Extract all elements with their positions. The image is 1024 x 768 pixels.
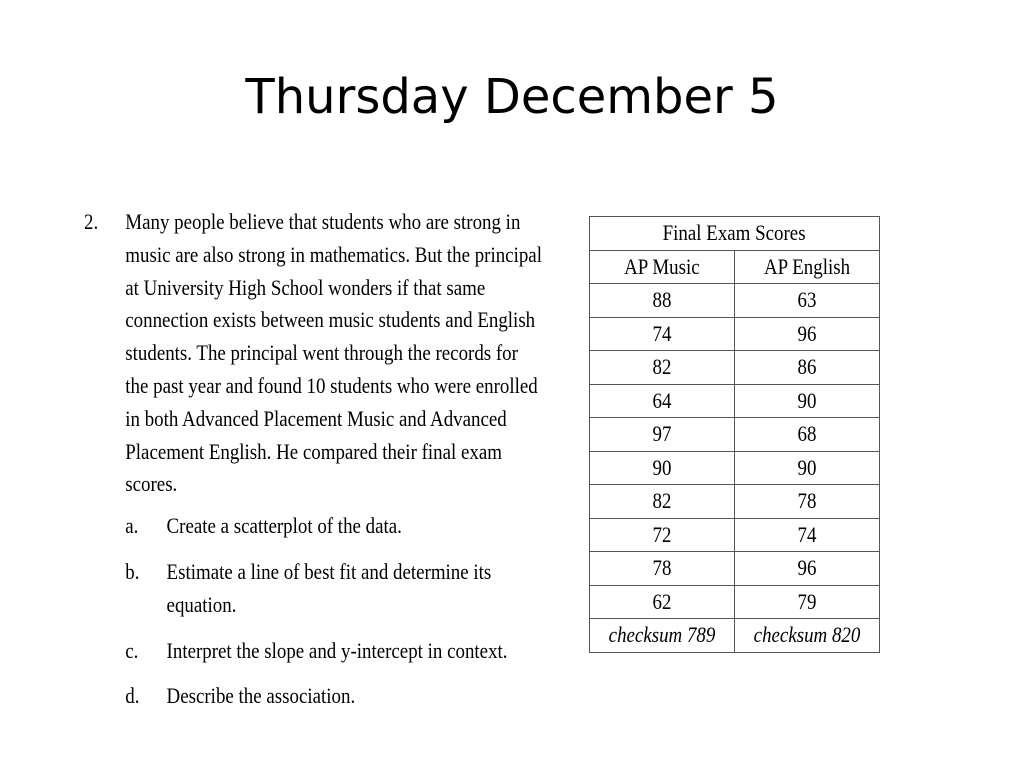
english-score-cell: 96: [734, 552, 879, 586]
scores-table-container: [589, 216, 880, 653]
music-score-cell: 62: [590, 585, 735, 619]
part-letter: a.: [125, 513, 139, 539]
table-row: [590, 552, 880, 586]
problem-text: Many people believe that students who are strong in music are also strong in mathematics. But the principal at University High School wonders if that same connection exists between music students and English students. The principal went through the records for the past year and found 10 students who were enrolled in both Advanced Placement Music and Advanced Placement English. He compared their final exam scores.: [125, 209, 542, 497]
problem-part-c: [125, 635, 545, 668]
table-row: [590, 317, 880, 351]
english-score-cell: 78: [734, 485, 879, 519]
english-score-cell: 86: [734, 351, 879, 385]
part-text: Describe the association.: [166, 683, 356, 709]
table-row: [590, 384, 880, 418]
music-score-cell: 97: [590, 418, 735, 452]
english-score-cell: 96: [734, 317, 879, 351]
music-score-cell: 64: [590, 384, 735, 418]
table-row: [590, 418, 880, 452]
music-score-cell: 82: [590, 485, 735, 519]
problem-part-b: [125, 556, 545, 622]
table-row: [590, 284, 880, 318]
table-row: [590, 451, 880, 485]
music-score-cell: 74: [590, 317, 735, 351]
part-letter: b.: [125, 558, 140, 584]
table-row: [590, 585, 880, 619]
music-score-cell: 88: [590, 284, 735, 318]
table-row: [590, 351, 880, 385]
english-score-cell: 63: [734, 284, 879, 318]
column-header-ap-music: AP Music: [590, 250, 735, 284]
table-row: [590, 485, 880, 519]
english-score-cell: 90: [734, 384, 879, 418]
problem-part-d: [125, 680, 545, 713]
part-text: Estimate a line of best fit and determine its equation.: [166, 558, 492, 617]
english-score-cell: 90: [734, 451, 879, 485]
part-text: Create a scatterplot of the data.: [166, 513, 402, 539]
checksum-row: [590, 619, 880, 653]
table-caption-row: [590, 217, 880, 251]
column-header-ap-english: AP English: [734, 250, 879, 284]
table-row: [590, 518, 880, 552]
music-score-cell: 82: [590, 351, 735, 385]
final-exam-scores-table: [589, 216, 880, 653]
english-checksum-cell: checksum 820: [734, 619, 879, 653]
part-text: Interpret the slope and y-intercept in context.: [166, 637, 508, 663]
problem-part-a: [125, 510, 545, 543]
music-score-cell: 90: [590, 451, 735, 485]
table-caption: Final Exam Scores: [590, 217, 880, 251]
problem-parts: [125, 510, 545, 713]
music-checksum-cell: checksum 789: [590, 619, 735, 653]
english-score-cell: 74: [734, 518, 879, 552]
problem-number: 2.: [84, 209, 99, 234]
part-letter: d.: [125, 683, 140, 709]
part-letter: c.: [125, 637, 139, 663]
english-score-cell: 79: [734, 585, 879, 619]
music-score-cell: 72: [590, 518, 735, 552]
table-header-row: [590, 250, 880, 284]
english-score-cell: 68: [734, 418, 879, 452]
slide-title: Thursday December 5: [245, 69, 779, 125]
problem-statement: [84, 206, 542, 726]
music-score-cell: 78: [590, 552, 735, 586]
